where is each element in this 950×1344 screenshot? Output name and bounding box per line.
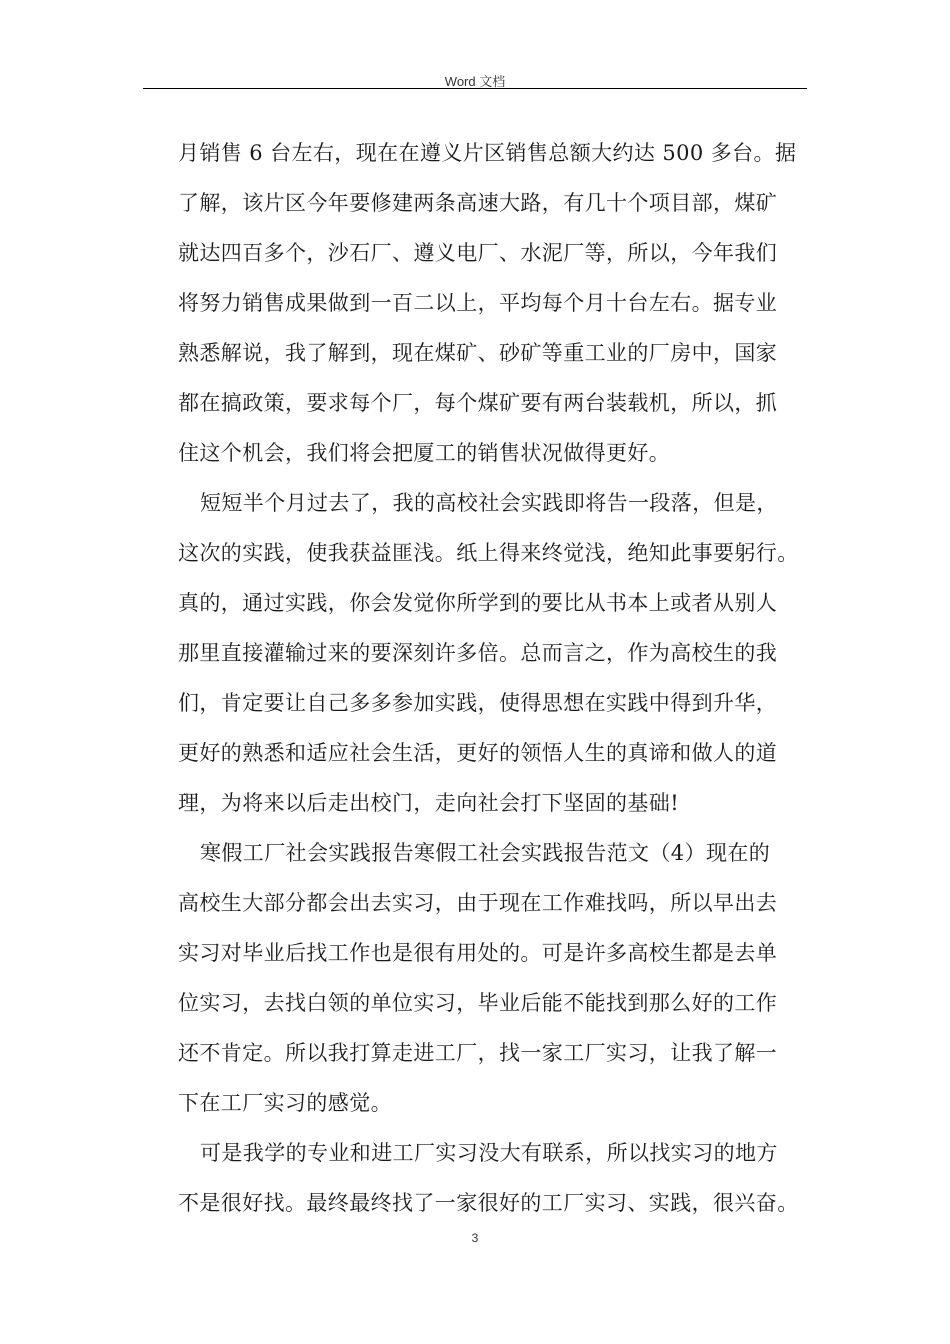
paragraph-first-line: 可是我学的专业和进工厂实习没大有联系，所以找实习的地方 bbox=[200, 1141, 778, 1165]
body-line: 真的，通过实践，你会发觉你所学到的要比从书本上或者从别人 bbox=[178, 591, 778, 615]
body-line: 这次的实践，使我获益匪浅。纸上得来终觉浅，绝知此事要躬行。 bbox=[178, 541, 799, 565]
body-line: 下在工厂实习的感觉。 bbox=[178, 1091, 392, 1115]
body-line: 了解，该片区今年要修建两条高速大路，有几十个项目部，煤矿 bbox=[178, 191, 778, 215]
body-line: 更好的熟悉和适应社会生活，更好的领悟人生的真谛和做人的道 bbox=[178, 741, 778, 765]
page-number: 3 bbox=[471, 1231, 479, 1245]
paragraph-first-line: 寒假工厂社会实践报告寒假工社会实践报告范文（4）现在的 bbox=[200, 841, 771, 865]
body-line: 实习对毕业后找工作也是很有用处的。可是许多高校生都是去单 bbox=[178, 941, 778, 965]
body-line: 不是很好找。最终最终找了一家很好的工厂实习、实践，很兴奋。 bbox=[178, 1191, 799, 1215]
body-line: 将努力销售成果做到一百二以上，平均每个月十台左右。据专业 bbox=[178, 291, 778, 315]
header-divider bbox=[143, 88, 807, 89]
body-line: 月销售 6 台左右，现在在遵义片区销售总额大约达 500 多台。据 bbox=[178, 141, 797, 165]
paragraph-first-line: 短短半个月过去了，我的高校社会实践即将告一段落，但是， bbox=[200, 491, 778, 515]
body-line: 还不肯定。所以我打算走进工厂，找一家工厂实习，让我了解一 bbox=[178, 1041, 778, 1065]
document-header-title: Word 文档 bbox=[444, 74, 506, 89]
body-line: 住这个机会，我们将会把厦工的销售状况做得更好。 bbox=[178, 441, 671, 465]
body-line: 高校生大部分都会出去实习，由于现在工作难找吗，所以早出去 bbox=[178, 891, 778, 915]
body-line: 位实习，去找白领的单位实习，毕业后能不能找到那么好的工作 bbox=[178, 991, 778, 1015]
body-line: 那里直接灌输过来的要深刻许多倍。总而言之，作为高校生的我 bbox=[178, 641, 778, 665]
document-body bbox=[178, 128, 838, 1228]
body-line: 理，为将来以后走出校门，走向社会打下坚固的基础! bbox=[178, 791, 680, 815]
body-line: 们，肯定要让自己多多参加实践，使得思想在实践中得到升华， bbox=[178, 691, 778, 715]
body-line: 熟悉解说，我了解到，现在煤矿、砂矿等重工业的厂房中，国家 bbox=[178, 341, 778, 365]
body-line: 都在搞政策，要求每个厂，每个煤矿要有两台装载机，所以，抓 bbox=[178, 391, 778, 415]
body-line: 就达四百多个，沙石厂、遵义电厂、水泥厂等，所以，今年我们 bbox=[178, 241, 778, 265]
